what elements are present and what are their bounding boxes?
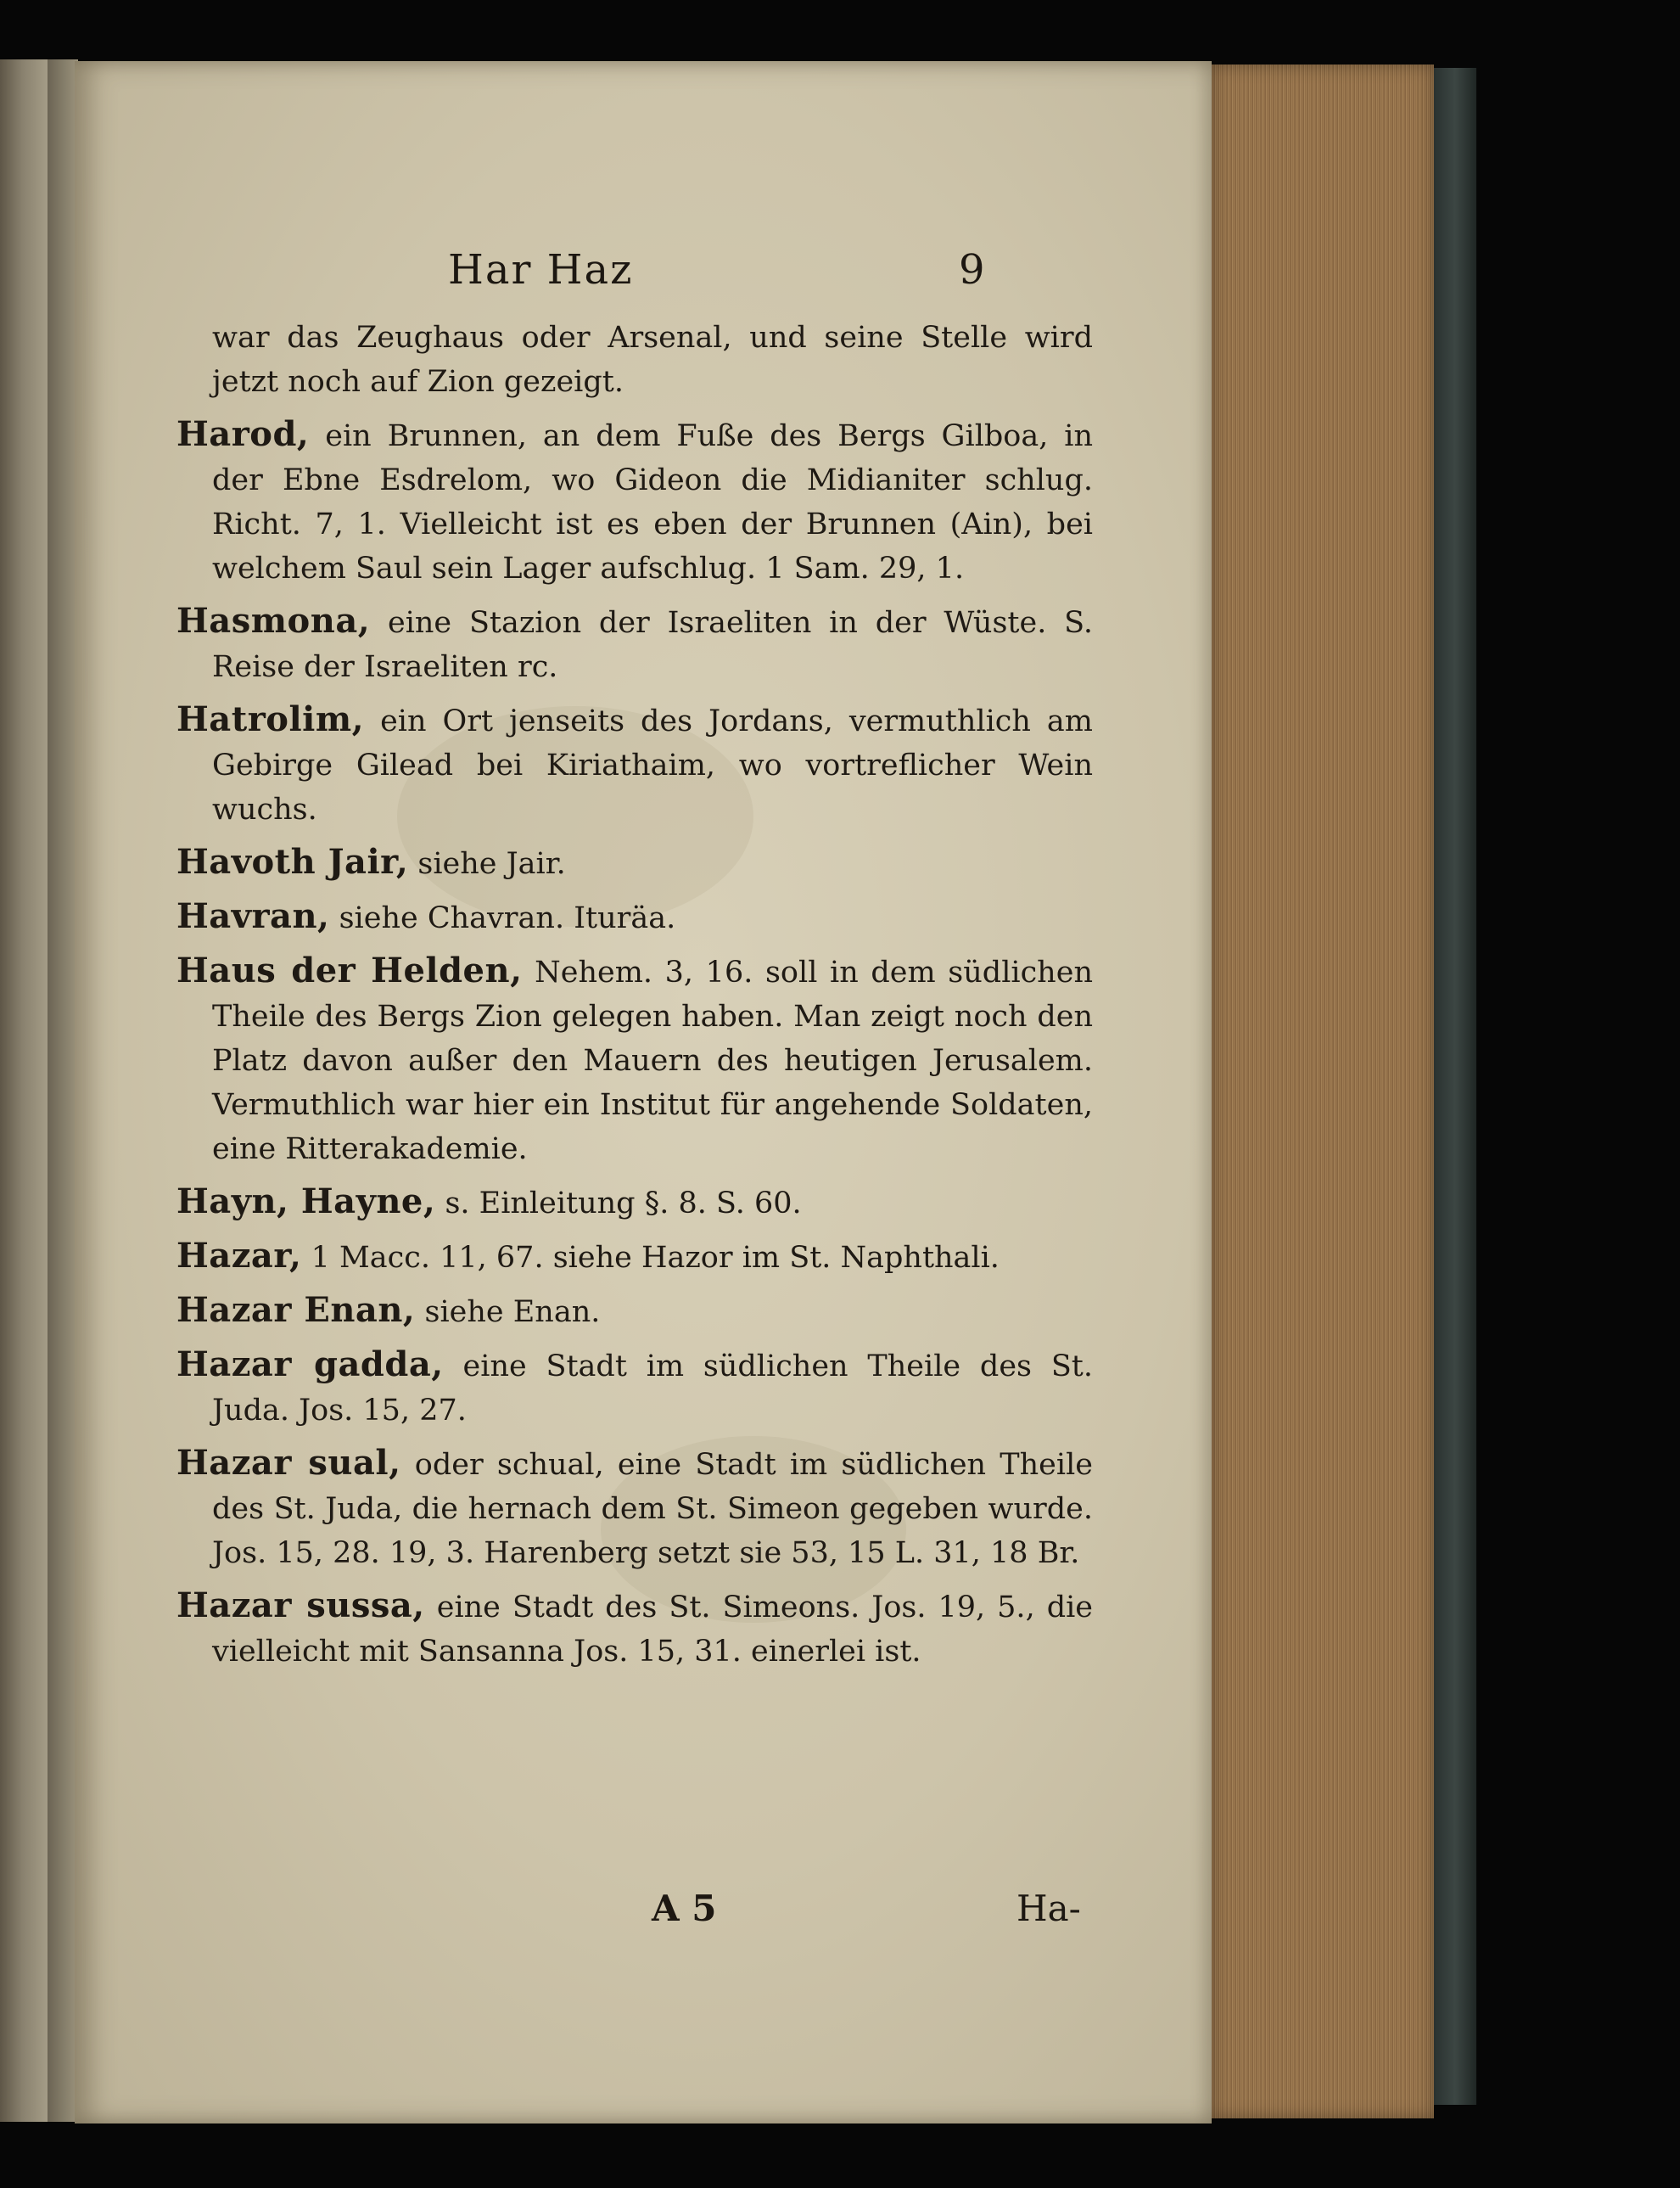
entry-text: ein Ort jenseits des Jordans, vermuthlich am Gebirge Gilead bei Kiriathaim, wo vortreflicher Wein wuchs. (212, 704, 1093, 827)
entry-text: eine Stadt des St. Simeons. Jos. 19, 5., die vielleicht mit Sansanna Jos. 15, 31. einerlei ist. (212, 1591, 1094, 1669)
entry-harod (176, 412, 1093, 591)
entry-continuation (176, 316, 1093, 404)
catchword: Ha- (1016, 1888, 1081, 1929)
entry-text: s. Einleitung §. 8. S. 60. (445, 1187, 802, 1220)
entry-headword: Havran, (176, 896, 330, 936)
book-cover-board (1434, 68, 1476, 2105)
entry-text: Nehem. 3, 16. soll in dem südlichen Theile des Bergs Zion gelegen haben. Man zeigt noch den Platz davon außer den Mauern des heutigen Jerusalem. Vermuthlich war hier ein Institut für angehende Soldaten, eine Ritterakademie. (212, 956, 1093, 1166)
facing-page-edge (0, 59, 51, 2122)
entry-hazar-sual (176, 1441, 1093, 1575)
entry-text: war das Zeughaus oder Arsenal, und seine Stelle wird jetzt noch auf Zion gezeigt. (212, 321, 1093, 399)
entry-text: eine Stazion der Israeliten in der Wüste. S. Reise der Israeliten rc. (212, 606, 1093, 684)
entry-headword: Hazar sussa, (176, 1585, 425, 1625)
entry-headword: Hasmona, (176, 601, 371, 641)
entry-hasmona (176, 599, 1093, 689)
entry-headword: Harod, (176, 414, 310, 454)
page-footer (75, 1888, 1212, 1938)
entry-headword: Hazar Enan, (176, 1290, 416, 1330)
running-head-words: Har Haz (448, 246, 634, 294)
entry-havran (176, 895, 1093, 940)
entry-text: siehe Chavran. Ituräa. (339, 901, 676, 935)
entry-headword: Havoth Jair, (176, 842, 409, 882)
signature-mark: A 5 (652, 1888, 717, 1929)
entry-headword: Hatrolim, (176, 699, 365, 739)
entry-text: 1 Macc. 11, 67. siehe Hazor im St. Naphthali. (311, 1241, 1000, 1275)
entry-text: ein Brunnen, an dem Fuße des Bergs Gilboa, in der Ebne Esdrelom, wo Gideon die Midianiter schlug. Richt. 7, 1. Vielleicht ist es eben der Brunnen (Ain), bei welchem Saul sein Lager aufschlug. 1 Sam. 29, 1. (212, 419, 1093, 586)
entry-hatrolim (176, 698, 1093, 832)
entry-headword: Haus der Helden, (176, 951, 523, 990)
entry-headword: Hazar sual, (176, 1443, 401, 1483)
entry-havoth-jair (176, 840, 1093, 886)
entry-hazar-sussa (176, 1584, 1093, 1674)
entry-hazar-gadda (176, 1343, 1093, 1433)
dictionary-entries (176, 316, 1093, 1682)
entry-text: eine Stadt im südlichen Theile des St. Juda. Jos. 15, 27. (212, 1349, 1093, 1428)
book-gutter (48, 59, 78, 2122)
running-head (75, 246, 1212, 306)
entry-text: siehe Enan. (424, 1295, 601, 1329)
entry-headword: Hazar gadda, (176, 1344, 444, 1384)
entry-headword: Hazar, (176, 1236, 302, 1276)
book-page (75, 61, 1212, 2123)
entry-headword: Hayn, Hayne, (176, 1181, 436, 1221)
page-number: 9 (959, 246, 985, 294)
entry-text: oder schual, eine Stadt im südlichen Theile des St. Juda, die hernach dem St. Simeon gegeben wurde. Jos. 15, 28. 19, 3. Harenberg setzt sie 53, 15 L. 31, 18 Br. (212, 1448, 1093, 1570)
entry-text: siehe Jair. (417, 847, 566, 881)
entry-haus-der-helden (176, 949, 1093, 1171)
entry-hayn (176, 1180, 1093, 1226)
entry-hazar (176, 1234, 1093, 1280)
entry-hazar-enan (176, 1288, 1093, 1334)
page-block-edges (1212, 65, 1434, 2118)
